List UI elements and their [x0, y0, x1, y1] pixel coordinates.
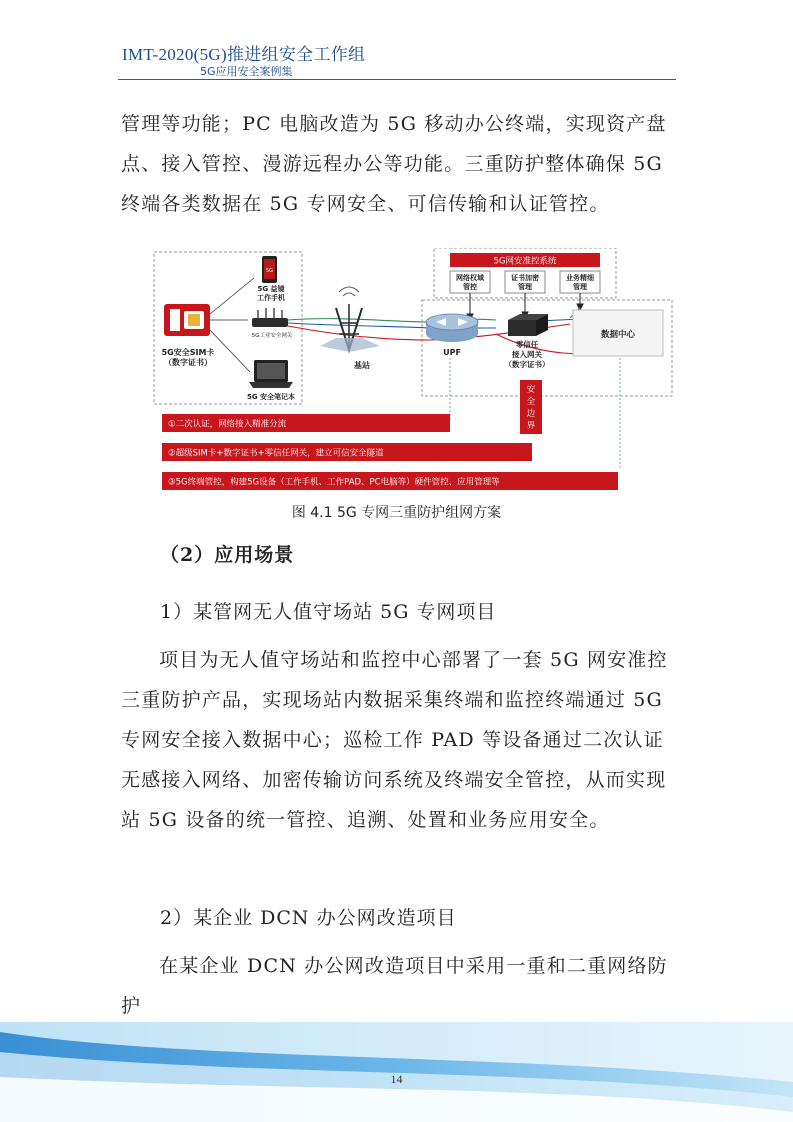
- gateway-label: 5G工业安全网关: [251, 333, 293, 339]
- boundary-char-4: 界: [526, 421, 536, 431]
- network-diagram: [150, 248, 680, 496]
- dc-label: 数据中心: [600, 330, 636, 340]
- laptop-icon: [249, 360, 293, 388]
- paragraph-2: 项目为无人值守场站和监控中心部署了一套 5G 网安准控三重防护产品，实现场站内数据采集终端和监控终端通过 5G 专网安全接入数据中心；巡检工作 PAD 等设备通过二次认证无感接入网络、加密传输访问系统及终端安全管控，从而实现站 5G 设备的统一管控、追溯、处置和业务应用安全。: [121, 649, 668, 831]
- boundary-char-3: 边: [526, 409, 536, 419]
- zt-label-3: （数字证书）: [504, 360, 550, 369]
- boundary-char-2: 全: [526, 397, 536, 407]
- svg-text:5G: 5G: [265, 268, 274, 274]
- case-1-heading: 1）某管网无人值守场站 5G 专网项目: [160, 601, 497, 623]
- bar-3-text: ③5G终端管控，构建5G设备（工作手机、工作PAD、PC电脑等）硬件管控、应用管理等: [168, 477, 500, 488]
- sim-card-icon: [164, 304, 210, 336]
- upf-label: UPF: [443, 348, 461, 357]
- page-number: 14: [390, 1072, 403, 1086]
- zt-label-1: 零信任: [515, 340, 539, 349]
- upf-icon: [426, 314, 478, 342]
- device-connectors: [210, 278, 254, 372]
- figure-caption: 图 4.1 5G 专网三重防护组网方案: [291, 505, 502, 521]
- case-2-heading: 2）某企业 DCN 办公网改造项目: [160, 907, 457, 929]
- header-divider: [118, 79, 676, 80]
- header-title: IMT-2020(5G)推进组安全工作组: [122, 45, 366, 64]
- phone-label-1: 5G 益镜: [257, 285, 285, 293]
- module-1-line-2: 管控: [463, 283, 477, 291]
- module-2-line-1: 证书加密: [511, 274, 539, 282]
- zt-label-2: 接入网关: [512, 350, 542, 359]
- module-2-line-2: 管理: [518, 283, 532, 291]
- system-modules: [450, 271, 600, 293]
- bar-2-text: ②超级SIM卡+数字证书+零信任网关，建立可信安全隧道: [168, 448, 384, 459]
- gateway-icon: [252, 308, 288, 327]
- phone-label-2: 工作手机: [257, 294, 285, 302]
- header-subtitle: 5G应用安全案例集: [200, 65, 293, 78]
- bar-1-text: ①二次认证，网络接入精准分流: [168, 419, 287, 430]
- module-3-line-1: 业务精细: [566, 274, 594, 282]
- module-3-line-2: 管理: [573, 283, 587, 291]
- system-title: 5G网安准控系统: [493, 256, 557, 267]
- module-1-line-1: 网络权域: [456, 274, 484, 282]
- paragraph-3: 在某企业 DCN 办公网改造项目中采用一重和二重网络防护: [121, 955, 668, 1017]
- sim-label-2: （数字证书）: [164, 358, 212, 367]
- zero-trust-gateway-icon: [508, 314, 548, 336]
- sim-label-1: 5G安全SIM卡: [161, 348, 215, 357]
- phone-icon: [262, 256, 277, 283]
- boundary-char-1: 安: [526, 385, 536, 395]
- laptop-label: 5G 安全笔记本: [246, 393, 296, 401]
- section-heading: （2）应用场景: [160, 544, 295, 566]
- paragraph-1: 管理等功能；PC 电脑改造为 5G 移动办公终端，实现资产盘点、接入管控、漫游远程办公等功能。三重防护整体确保 5G 终端各类数据在 5G 专网安全、可信传输和认证管控。: [121, 113, 667, 215]
- station-label: 基站: [354, 361, 370, 370]
